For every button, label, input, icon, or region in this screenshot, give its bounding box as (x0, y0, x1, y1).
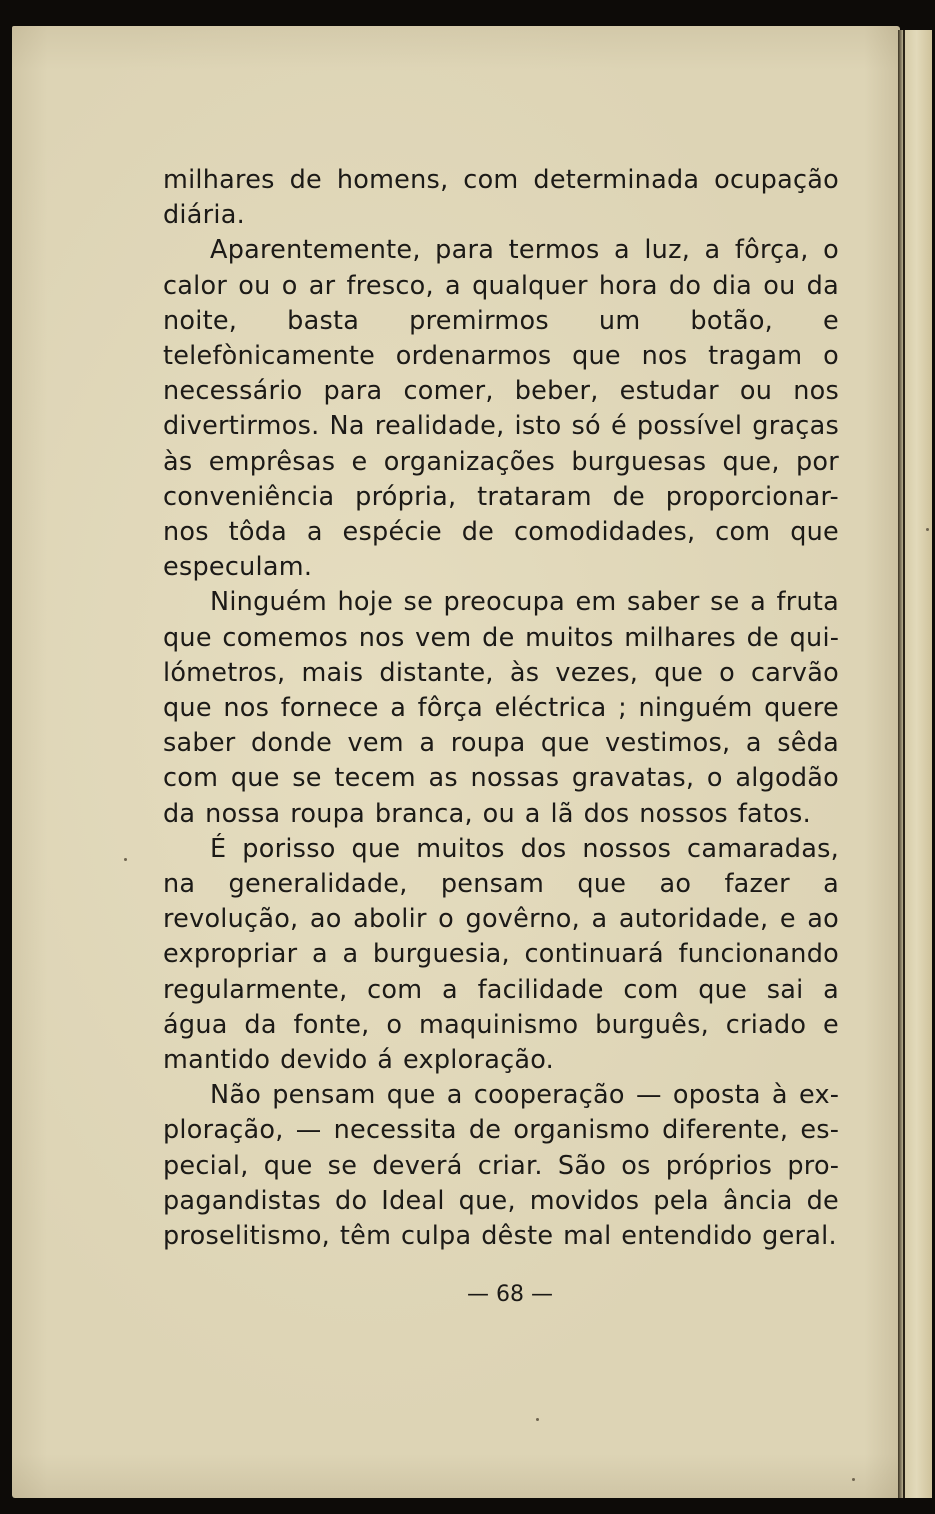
paper-speck (926, 528, 929, 531)
paragraph: milhares de homens, com determinada ocupação diária. (163, 165, 839, 231)
paper-speck (124, 858, 127, 861)
paragraph: É porisso que muitos dos nossos camaradas, na generalidade, pensam que ao fazer a revolução, ao abolir o govêrno, a autoridade, e ao expropriar a a burguesia, continuará funcionando regularmente, com a facilidade com que sai a água da fonte, o maquinismo burguês, criado e mantido devido á exploração. (163, 833, 839, 1076)
paragraph: Ninguém hoje se preocupa em saber se a fruta que comemos nos vem de muitos milhares de quilómetros, mais distante, às vezes, que o carvão que nos fornece a fôrça eléctrica ; ninguém quere saber donde vem a roupa que vestimos, a sêda com que se tecem as nossas gravatas, o algodão da nossa roupa branca, ou a lã dos nossos fatos. (163, 587, 839, 829)
paragraph: Aparentemente, para termos a luz, a fôrça, o calor ou o ar fresco, a qualquer hora do dia ou da noite, basta premirmos um botão, e telefònicamente ordenarmos que nos tragam o necessário para comer, beber, estudar ou nos divertirmos. Na realidade, isto só é possível graças às emprêsas e organizações burguesas que, por conveniência própria, trataram de proporcionar-nos tôda a espécie de comodidades, com que especulam. (163, 235, 839, 583)
paper-speck (536, 1418, 539, 1421)
body-text (163, 163, 839, 1254)
gutter-line (903, 30, 905, 1498)
page-number: — 68 — (467, 1282, 553, 1307)
paragraph: Não pensam que a cooperação — oposta à exploração, — necessita de organismo diferente, especial, que se deverá criar. São os próprios propagandistas do Ideal que, movidos pela ância de proselitismo, têm culpa dêste mal entendido geral. (163, 1080, 839, 1252)
paper-speck (852, 1478, 855, 1481)
